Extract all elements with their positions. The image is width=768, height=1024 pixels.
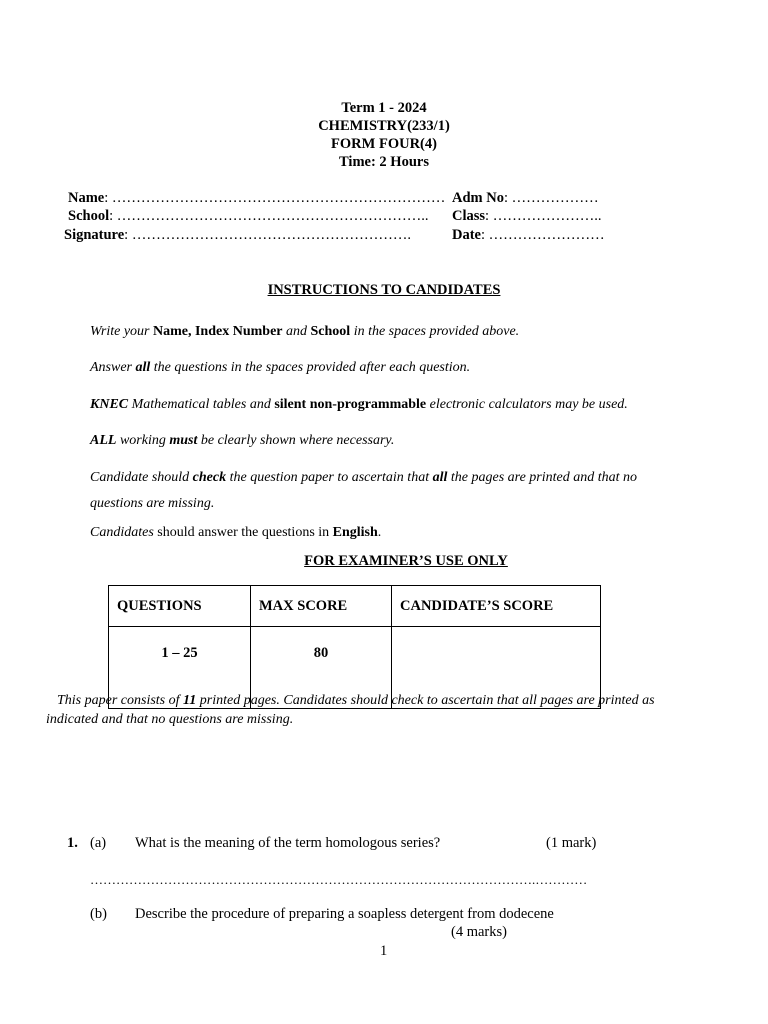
pages-note: This paper consists of 11 printed pages. Candidates should check to ascertain that all pages are printed as	[57, 693, 655, 708]
signature-dots: : ………………………………………………….	[124, 227, 411, 243]
time-line: Time: 2 Hours	[339, 154, 429, 170]
score-table	[108, 585, 601, 709]
class-field[interactable]	[452, 208, 601, 225]
table-header-row	[109, 586, 601, 627]
instructions-title: INSTRUCTIONS TO CANDIDATES	[267, 282, 501, 298]
adm-no-dots: : ………………	[503, 190, 599, 206]
school-label: School	[68, 208, 110, 224]
date-dots: : ……………………	[481, 227, 605, 243]
school-dots: : ………………………………………………………..	[109, 208, 429, 224]
question-part-a-label: (a)	[90, 835, 107, 851]
signature-label: Signature	[64, 227, 125, 243]
signature-field[interactable]	[64, 227, 411, 244]
question-part-b-text: Describe the procedure of preparing a soapless detergent from dodecene	[135, 906, 554, 922]
examiner-title: FOR EXAMINER’S USE ONLY	[304, 553, 508, 569]
col-candidate-score: CANDIDATE’S SCORE	[392, 586, 601, 627]
form-line: FORM FOUR(4)	[331, 136, 437, 152]
name-field[interactable]	[68, 190, 445, 207]
page-number: 1	[380, 943, 388, 959]
adm-no-label: Adm No	[452, 190, 504, 206]
name-dots: : ……………………………………………………………	[104, 190, 446, 206]
questions-range: 1 – 25	[109, 627, 251, 709]
question-part-a-text: What is the meaning of the term homologous series?	[135, 835, 441, 851]
instruction-4: ALL working must be clearly shown where necessary.	[90, 433, 395, 448]
question-part-a-marks: (1 mark)	[546, 835, 597, 851]
adm-no-field[interactable]	[452, 190, 599, 207]
class-label: Class	[452, 208, 486, 224]
school-field[interactable]	[68, 208, 429, 225]
date-label: Date	[452, 227, 481, 243]
name-label: Name	[68, 190, 105, 206]
class-dots: : …………………..	[485, 208, 602, 224]
col-max-score: MAX SCORE	[251, 586, 392, 627]
col-questions: QUESTIONS	[109, 586, 251, 627]
instruction-5: Candidate should check the question paper to ascertain that all the pages are printed and that no	[90, 470, 638, 485]
instruction-6: Candidates should answer the questions in English.	[90, 525, 382, 540]
question-part-b-marks: (4 marks)	[451, 924, 507, 940]
instruction-2: Answer all the questions in the spaces provided after each question.	[90, 360, 471, 375]
question-number: 1.	[67, 835, 78, 851]
question-part-b-label: (b)	[90, 906, 107, 922]
instruction-1: Write your Name, Index Number and School in the spaces provided above.	[90, 324, 520, 339]
pages-note-continued: indicated and that no questions are missing.	[46, 712, 294, 727]
instruction-3: KNEC Mathematical tables and silent non-programmable electronic calculators may be used.	[90, 397, 628, 412]
max-score-value: 80	[251, 627, 392, 709]
date-field[interactable]	[452, 227, 605, 244]
term-line: Term 1 - 2024	[341, 100, 427, 116]
instruction-5-continued: questions are missing.	[90, 496, 215, 511]
answer-line[interactable]: ………………………………………………………………………………………….…………	[90, 872, 588, 887]
subject-line: CHEMISTRY(233/1)	[318, 118, 450, 134]
